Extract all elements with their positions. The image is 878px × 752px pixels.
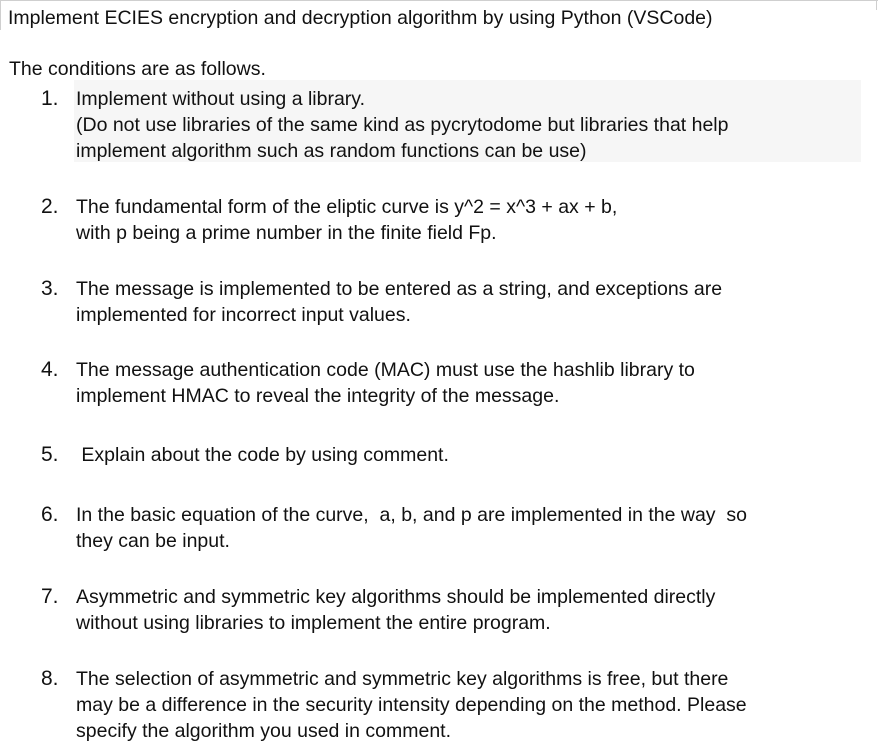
condition-line: The message is implemented to be entered as a string, and exceptions are (76, 278, 723, 300)
condition-text (76, 276, 866, 328)
condition-text (76, 442, 866, 468)
condition-number: 4. (41, 358, 59, 381)
condition-number: 3. (41, 277, 59, 300)
condition-text (76, 502, 866, 554)
condition-number: 7. (41, 585, 59, 608)
condition-line: The selection of asymmetric and symmetric key algorithms is free, but there (76, 668, 729, 690)
condition-line: Explain about the code by using comment. (76, 444, 449, 466)
condition-line: Implement without using a library. (76, 88, 366, 110)
condition-line: The fundamental form of the eliptic curve is y^2 = x^3 + ax + b, (76, 196, 618, 218)
condition-line: may be a difference in the security intensity depending on the method. Please (76, 694, 747, 716)
condition-line: (Do not use libraries of the same kind as pycrytodome but libraries that help (76, 114, 729, 136)
condition-line: implement HMAC to reveal the integrity of the message. (76, 385, 560, 407)
condition-line: with p being a prime number in the finite field Fp. (76, 222, 497, 244)
condition-number: 5. (41, 443, 59, 466)
page-border-right (876, 0, 877, 10)
intro-text: The conditions are as follows. (9, 58, 266, 80)
condition-line: The message authentication code (MAC) must use the hashlib library to (76, 359, 695, 381)
condition-line: Asymmetric and symmetric key algorithms should be implemented directly (76, 586, 716, 608)
condition-text (76, 666, 866, 744)
condition-text (76, 86, 866, 164)
condition-text (76, 357, 866, 409)
document-title: Implement ECIES encryption and decryption algorithm by using Python (VSCode) (8, 7, 713, 29)
condition-line: implemented for incorrect input values. (76, 304, 411, 326)
condition-number: 1. (41, 87, 59, 110)
condition-number: 8. (41, 667, 59, 690)
condition-text (76, 194, 866, 246)
condition-line: In the basic equation of the curve, a, b, and p are implemented in the way so (76, 504, 747, 526)
condition-number: 6. (41, 503, 59, 526)
condition-text (76, 584, 866, 636)
condition-line: they can be input. (76, 530, 230, 552)
condition-number: 2. (41, 195, 59, 218)
page-border-top (0, 0, 878, 1)
condition-line: implement algorithm such as random functions can be use) (76, 140, 587, 162)
page-border-left (0, 0, 1, 30)
condition-line: without using libraries to implement the entire program. (76, 612, 551, 634)
condition-line: specify the algorithm you used in comment. (76, 720, 452, 742)
